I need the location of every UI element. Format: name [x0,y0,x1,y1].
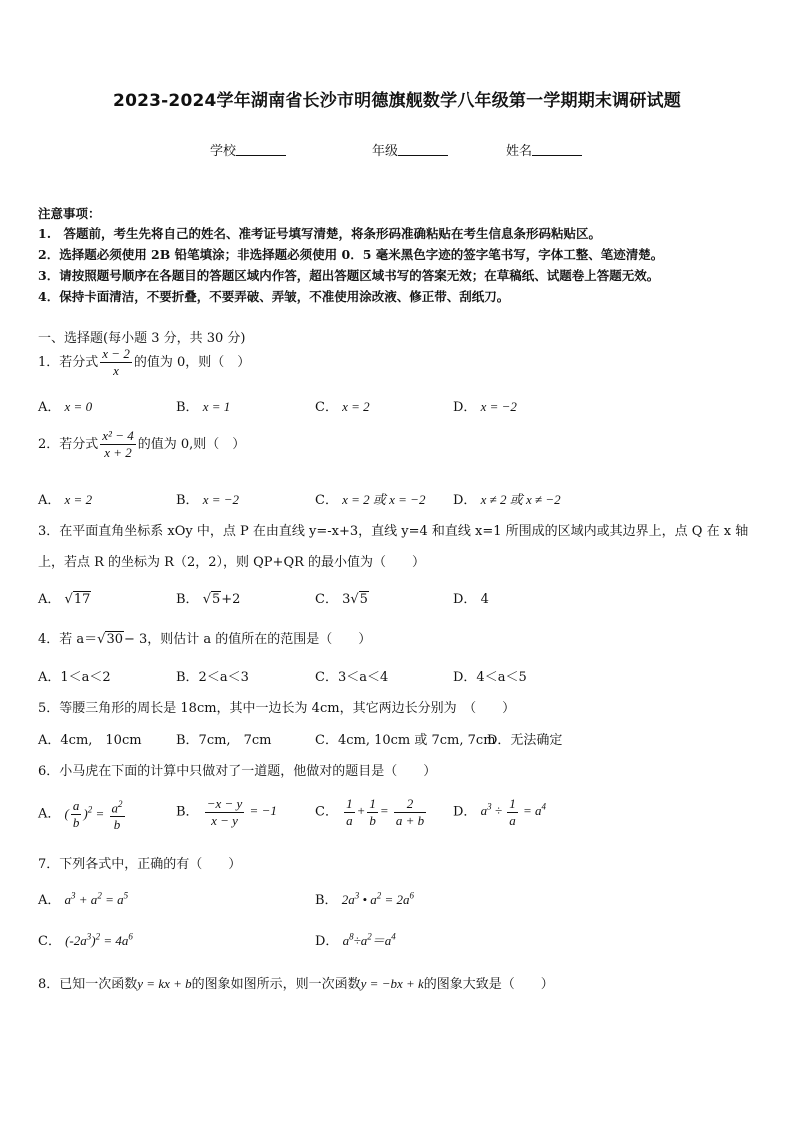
notice-item: 3．请按照题号顺序在各题目的答题区域内作答，超出答题区域书写的答案无效；在草稿纸、试题卷上答题无效。 [38,268,660,283]
sqrt-icon: √ [64,592,73,607]
option-value: x = 0 [64,399,93,414]
option-rest: +2 [221,592,241,607]
formula-a: ( $\frac{a}{b}$ )$^2$ = $\frac{a^2}{b}$ [65,806,127,821]
q8-suffix: 的图象大致是（ ） [423,977,554,992]
q3-option-d[interactable] [453,588,489,607]
q2-denominator: x + 2 [104,445,132,460]
q8-middle: 的图象如图所示，则一次函数 [191,977,361,992]
option-letter: C． [315,592,338,607]
option-letter: A． [38,806,61,822]
school-field [210,140,286,159]
option-letter: D． [315,934,339,949]
coefficient: 3 [342,592,351,607]
q1-denominator: x [113,363,119,378]
grade-label: 年级 [372,144,399,159]
radicand: 17 [73,592,91,607]
option-value: x ≠ 2 或 x ≠ −2 [480,492,561,507]
option-letter: C． [315,493,338,508]
option-value: x = 1 [202,399,231,414]
question-3-line-2: 上，若点 R 的坐标为 R（2，2），则 QP+QR 的最小值为（ ） [38,555,426,570]
question-2 [38,428,245,461]
q6-option-c[interactable] [315,796,428,829]
sqrt-icon: √ [97,632,106,647]
q5-option-b[interactable]: B．7cm, 7cm [176,733,272,748]
option-letter: B． [176,400,199,415]
question-7: 7．下列各式中，正确的有（ ） [38,857,242,872]
sqrt-icon: √ [350,592,359,607]
q8-function-1: y = kx + b [137,976,192,991]
grade-field [372,140,448,159]
q1-prefix: 1．若分式 [38,355,99,370]
q2-option-b[interactable] [176,489,239,508]
formula-c: $\frac{1}{a}$ + $\frac{1}{b}$ = $\frac{2}{a + b}$ [346,796,425,828]
q7-option-c[interactable] [38,930,133,949]
option-letter: A． [38,493,61,508]
option-letter: A． [38,592,61,607]
name-label: 姓名 [506,144,533,159]
option-letter: C． [38,934,61,949]
q4-option-d[interactable]: D．4＜a＜5 [453,670,527,685]
section-heading: 一、选择题(每小题 3 分，共 30 分) [38,331,246,346]
option-value: 4 [480,592,489,607]
q7-option-a[interactable] [38,889,128,908]
q1-fraction [100,346,132,379]
option-letter: B． [176,493,199,508]
q8-prefix: 8．已知一次函数 [38,977,138,992]
notice-heading: 注意事项： [38,206,101,221]
question-5: 5．等腰三角形的周长是 18cm，其中一边长为 4cm，其它两边长分别为 （ ） [38,701,516,716]
radicand: 30 [106,632,123,647]
question-4 [38,628,371,647]
q4-suffix: − 3，则估计 a 的值所在的范围是（ ） [124,632,372,647]
option-letter: D． [453,804,477,820]
notice-item: 1. 答题前，考生先将自己的姓名、准考证号填写清楚，将条形码准确粘贴在考生信息条形码粘贴区。 [38,226,602,241]
q1-numerator: x − 2 [102,346,130,361]
q6-option-a[interactable] [38,796,127,833]
formula-a: $a^3 + a^2 = a^5$ [64,890,129,907]
option-letter: C． [315,400,338,415]
q7-option-b[interactable] [315,889,414,908]
q2-suffix: 的值为 0,则（ ） [137,437,246,452]
q5-option-c[interactable]: C．4cm, 10cm 或 7cm, 7cm [315,733,496,748]
q4-option-c[interactable]: C．3＜a＜4 [315,670,389,685]
option-letter: B． [176,804,199,820]
question-1 [38,346,250,379]
q2-option-d[interactable] [453,489,561,508]
q4-prefix: 4．若 a＝ [38,632,98,647]
q5-option-a[interactable]: A．4cm, 10cm [38,733,142,748]
option-value: x = −2 [480,399,517,414]
question-8 [38,973,554,992]
q3-option-c[interactable] [315,588,369,607]
q6-option-b[interactable] [176,796,277,829]
grade-blank[interactable] [398,143,448,156]
q3-option-a[interactable] [38,588,91,607]
q2-fraction [100,428,135,461]
q2-option-a[interactable] [38,489,92,508]
q4-option-a[interactable]: A．1＜a＜2 [38,670,111,685]
notice-item: 2．选择题必须使用 2B 铅笔填涂；非选择题必须使用 0．5 毫米黑色字迹的签字笔书写，字体工整、笔迹清楚。 [38,247,664,262]
q4-option-b[interactable]: B．2＜a＜3 [176,670,249,685]
q1-option-c[interactable] [315,396,370,415]
school-blank[interactable] [236,143,286,156]
radicand: 5 [359,592,368,607]
name-blank[interactable] [532,143,582,156]
q2-prefix: 2．若分式 [38,437,99,452]
school-label: 学校 [210,144,237,159]
q3-option-b[interactable] [176,588,240,607]
option-letter: A． [38,400,61,415]
question-3-line-1: 3．在平面直角坐标系 xOy 中，点 P 在由直线 y=-x+3，直线 y=4 和直线 x=1 所围成的区域内或其边界上，点 Q 在 x 轴 [38,524,749,539]
option-letter: A． [38,893,61,908]
option-letter: D． [453,592,477,607]
option-value: x = 2 [342,399,370,414]
formula-c: $(-2a^3)^2 = 4a^6$ [65,931,133,948]
formula-d: $a^3$ ÷ $\frac{1}{a}$ = $a^4$ [480,796,546,828]
option-letter: D． [453,400,477,415]
option-letter: C． [315,804,338,820]
q1-suffix: 的值为 0，则（ ） [133,355,251,370]
formula-b: $2a^3$ • $a^2 = 2a^6$ [341,890,415,907]
q1-option-a[interactable] [38,396,92,415]
page-title: 2023-2024学年湖南省长沙市明德旗舰数学八年级第一学期期末调研试题 [113,91,681,111]
q1-option-b[interactable] [176,396,230,415]
q2-option-c[interactable] [315,489,425,508]
option-letter: B． [176,592,199,607]
notice-item: 4．保持卡面清洁，不要折叠，不要弄破、弄皱，不准使用涂改液、修正带、刮纸刀。 [38,289,510,304]
formula-d: $a^8\div a^2=a^4$ [342,931,396,948]
sqrt-icon: √ [202,592,211,607]
option-value: x = −2 [202,492,240,507]
option-value: x = 2 [64,492,93,507]
q7-option-d[interactable] [315,930,396,949]
option-letter: D． [453,493,477,508]
option-letter: B． [315,893,338,908]
option-value: x = 2 或 x = −2 [342,492,426,507]
formula-b: $\frac{-x - y}{x - y}$ = −1 [206,796,277,828]
q8-function-2: y = −bx + k [360,976,424,991]
question-6: 6．小马虎在下面的计算中只做对了一道题，他做对的题目是（ ） [38,764,437,779]
name-field [506,140,582,159]
q2-numerator: x² − 4 [102,428,134,443]
q1-option-d[interactable] [453,396,517,415]
radicand: 5 [212,592,221,607]
q5-option-d[interactable]: D．无法确定 [487,733,563,748]
q6-option-d[interactable] [453,796,546,829]
